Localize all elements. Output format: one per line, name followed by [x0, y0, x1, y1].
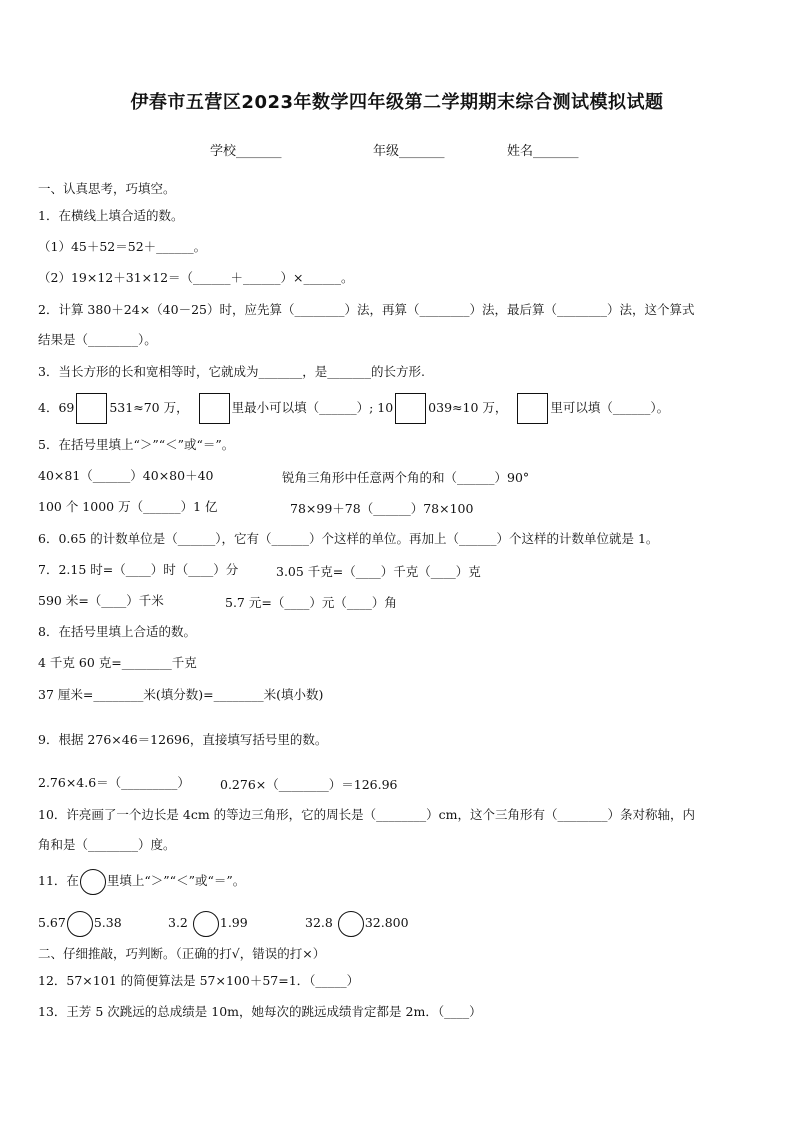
question-5-item-3: 100 个 1000 万（______）1 亿 — [38, 499, 218, 514]
question-8-item-1: 4 千克 60 克=________千克 — [38, 655, 197, 670]
question-11-item-2 — [168, 910, 248, 937]
question-5-item-2: 锐角三角形中任意两个角的和（______）90° — [282, 470, 530, 485]
name-field: 姓名_______ — [507, 144, 579, 159]
compare-right-value: 5.38 — [93, 915, 122, 930]
question-3: 3．当长方形的长和宽相等时，它就成为_______，是_______的长方形. — [38, 364, 425, 379]
question-6: 6．0.65 的计数单位是（______），它有（______）个这样的单位。再加上（______）个这样的计数单位就是 1。 — [38, 531, 659, 546]
question-1: 1．在横线上填合适的数。 — [38, 208, 184, 223]
question-13: 13．王芳 5 次跳远的总成绩是 10m，她每次的跳远成绩肯定都是 2m．（____） — [38, 1004, 482, 1019]
question-8-item-2: 37 厘米=________米(填分数)=________米(填小数) — [38, 687, 324, 702]
grade-field: 年级_______ — [373, 144, 445, 159]
question-11-text-1: 11．在 — [38, 873, 79, 888]
question-8: 8．在括号里填上合适的数。 — [38, 624, 196, 639]
question-7-item-1: 7．2.15 时=（____）时（____）分 — [38, 562, 239, 577]
answer-box-1[interactable] — [76, 393, 107, 424]
section-2-heading: 二、仔细推敲，巧判断。（正确的打√，错误的打×） — [38, 946, 326, 961]
question-9-item-2: 0.276×（________）＝126.96 — [220, 777, 398, 792]
compare-circle[interactable] — [193, 911, 219, 937]
question-4-text-2: 531≈70 万， — [109, 400, 189, 415]
question-1-part-2: （2）19×12＋31×12＝（______＋______）×______。 — [38, 270, 354, 285]
question-1-part-1: （1）45＋52＝52＋______。 — [38, 239, 207, 254]
question-4 — [38, 392, 669, 424]
question-11 — [38, 868, 245, 895]
answer-box-3[interactable] — [395, 393, 426, 424]
compare-circle[interactable] — [338, 911, 364, 937]
answer-box-2[interactable] — [199, 393, 230, 424]
question-4-text-4: 039≈10 万， — [428, 400, 508, 415]
question-4-text-1: 4．69 — [38, 400, 75, 415]
answer-box-4[interactable] — [517, 393, 548, 424]
compare-left-value: 32.8 — [305, 915, 333, 930]
question-11-text-2: 里填上“＞”“＜”或“＝”。 — [106, 873, 246, 888]
question-4-text-3: 里最小可以填（______）; 10 — [231, 400, 394, 415]
question-10-line-1: 10．许亮画了一个边长是 4cm 的等边三角形，它的周长是（________）cm，这个三角形有（________）条对称轴，内 — [38, 807, 696, 822]
compare-right-value: 1.99 — [219, 915, 248, 930]
section-1-heading: 一、认真思考，巧填空。 — [38, 181, 176, 196]
question-5-item-1: 40×81（______）40×80＋40 — [38, 468, 214, 483]
question-2-line-2: 结果是（________）。 — [38, 332, 157, 347]
question-12: 12．57×101 的简便算法是 57×100＋57=1．（_____） — [38, 973, 360, 988]
question-7-item-4: 5.7 元=（____）元（____）角 — [225, 595, 397, 610]
question-10-line-2: 角和是（________）度。 — [38, 837, 176, 852]
question-7-item-3: 590 米=（____）千米 — [38, 593, 164, 608]
compare-circle[interactable] — [67, 911, 93, 937]
compare-circle[interactable] — [80, 869, 106, 895]
question-9-item-1: 2.76×4.6＝（_________） — [38, 775, 190, 790]
question-5-item-4: 78×99＋78（______）78×100 — [290, 501, 474, 516]
compare-left-value: 3.2 — [168, 915, 188, 930]
question-9: 9．根据 276×46＝12696，直接填写括号里的数。 — [38, 732, 328, 747]
question-11-item-3 — [305, 910, 409, 937]
question-11-item-1 — [38, 910, 122, 937]
compare-left-value: 5.67 — [38, 915, 66, 930]
question-2-line-1: 2．计算 380＋24×（40－25）时，应先算（________）法，再算（________）法，最后算（________）法，这个算式 — [38, 302, 695, 317]
question-7-item-2: 3.05 千克=（____）千克（____）克 — [276, 564, 481, 579]
school-field: 学校_______ — [210, 144, 282, 159]
page-title: 伊春市五营区2023年数学四年级第二学期期末综合测试模拟试题 — [130, 92, 664, 113]
question-5: 5．在括号里填上“＞”“＜”或“＝”。 — [38, 437, 235, 452]
question-4-text-5: 里可以填（______）。 — [550, 400, 670, 415]
compare-right-value: 32.800 — [364, 915, 409, 930]
